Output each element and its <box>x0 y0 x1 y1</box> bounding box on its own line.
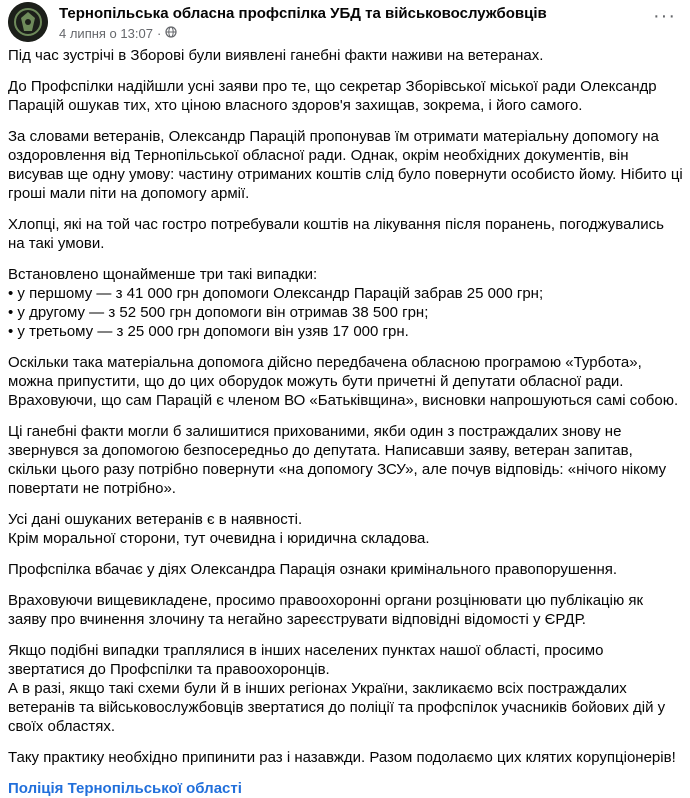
more-options-icon[interactable]: ··· <box>653 5 676 27</box>
meta-separator: · <box>156 26 162 41</box>
post-paragraph-3: За словами ветеранів, Олександр Парацій пропонував їм отримати матеріальну допомогу на оздоровлення від Тернопільської обласної ради. Однак, окрім необхідних документів, він висував ще одну умову: частину отриманих коштів слід було повернути особисто йому. Нібито ці гроші мали піти на допомогу армії. <box>8 128 683 202</box>
post-paragraph-9: Профспілка вбачає у діях Олександра Парація ознаки кримінального правопорушення. <box>8 561 618 578</box>
page-avatar[interactable] <box>8 2 48 42</box>
post-paragraph-8: Усі дані ошуканих ветеранів є в наявності. Крім моральної сторони, тут очевидна і юридична складова. <box>8 511 430 547</box>
post-paragraph-10: Враховуючи вищевикладене, просимо правоохоронні органи розцінювати цю публікацію як заяву про вчинення злочину та негайно зареєструвати відповідні відомості у ЄРДР. <box>8 592 644 628</box>
post-paragraph-7: Ці ганебні факти могли б залишитися прихованими, якби один з постраждалих знову не звернувся за допомогою безпосередньо до депутата. Написавши заяву, ветеран запитав, скільки цього разу потрібно повернути «на допомогу ЗСУ», але почув відповідь: «нічого нікому повертати не потрібно». <box>8 423 667 497</box>
globe-icon <box>165 26 177 41</box>
post-paragraph-2: До Профспілки надійшли усні заяви про те, що секретар Зборівської міської ради Олександр Парацій ошукав тих, хто ціною власного здоров'я захищав, зокрема, і його самого. <box>8 78 657 114</box>
emblem-icon <box>8 2 48 42</box>
post-paragraph-5: Встановлено щонайменше три такі випадки: • у першому — з 41 000 грн допомоги Олександр Парацій забрав 25 000 грн; • у другому — з 52 500 грн допомоги він отримав 38 500 грн; • у третьому — з 25 000 грн допомоги він узяв 17 000 грн. <box>8 266 544 340</box>
page-name-link[interactable]: Тернопільська обласна профспілка УБД та військовослужбовців <box>59 5 547 22</box>
post-paragraph-4: Хлопці, які на той час гостро потребували коштів на лікування після поранень, погоджувались на такі умови. <box>8 216 664 252</box>
post-header <box>8 2 682 40</box>
post-meta <box>59 26 177 41</box>
post-paragraph-11: Якщо подібні випадки траплялися в інших населених пунктах нашої області, просимо звертатися до Профспілки та правоохоронців. А в разі, якщо такі схеми були й в інших регіонах України, закликаємо всіх постраждалих ветеранів та військовослужбовців звертатися до поліції та профспілок учасників бойових дій у своїх областях. <box>8 642 666 735</box>
post-body <box>8 46 684 798</box>
post-paragraph-6: Оскільки така матеріальна допомога дійсно передбачена обласною програмою «Турбота», можна припустити, що до цих оборудок можуть бути причетні й депутати обласної ради. Враховуючи, що сам Парацій є членом ВО «Батьківщина», висновки напрошуються самі собою. <box>8 354 679 409</box>
post-paragraph-12: Таку практику необхідно припинити раз і назавжди. Разом подолаємо цих клятих корупціонерів! <box>8 749 676 766</box>
tagged-page-link[interactable]: Поліція Тернопільської області <box>8 780 242 797</box>
post-date[interactable]: 4 липня о 13:07 <box>59 26 153 41</box>
post-paragraph-1: Під час зустрічі в Зборові були виявлені ганебні факти наживи на ветеранах. <box>8 47 544 64</box>
